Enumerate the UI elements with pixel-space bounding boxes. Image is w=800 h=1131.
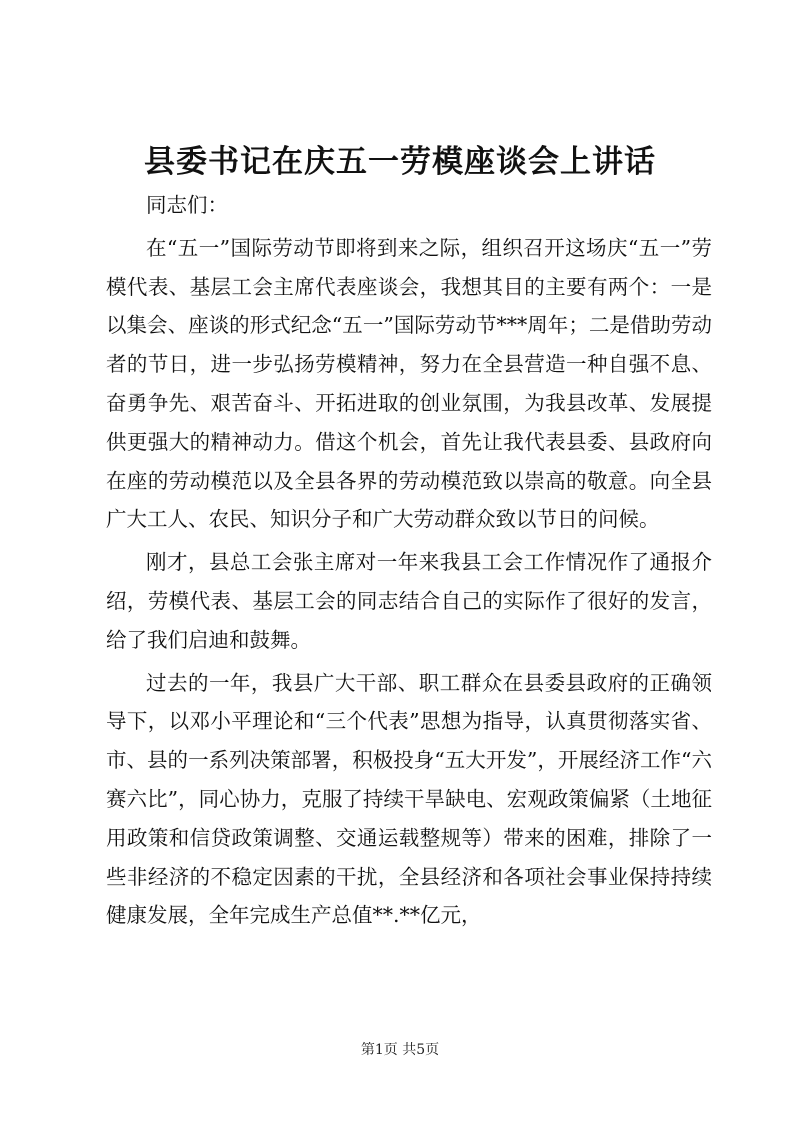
paragraph-1: 在“五一”国际劳动节即将到来之际，组织召开这场庆“五一”劳模代表、基层工会主席代表座谈会，我想其目的主要有两个：一是以集会、座谈的形式纪念“五一”国际劳动节***周年；二是借助劳动者的节日，进一步弘扬劳模精神，努力在全县营造一种自强不息、奋勇争先、艰苦奋斗、开拓进取的创业氛围，为我县改革、发展提供更强大的精神动力。借这个机会，首先让我代表县委、县政府向在座的劳动模范以及全县各界的劳动模范致以崇高的敬意。向全县广大工人、农民、知识分子和广大劳动群众致以节日的问候。: [106, 235, 712, 532]
paragraph-3: 过去的一年，我县广大干部、职工群众在县委县政府的正确领导下，以邓小平理论和“三个代表”思想为指导，认真贯彻落实省、市、县的一系列决策部署，积极投身“五大开发”，开展经济工作“六赛六比”，同心协力，克服了持续干旱缺电、宏观政策偏紧（土地征用政策和信贷政策调整、交通运载整规等）带来的困难，排除了一些非经济的不稳定因素的干扰，全县经济和各项社会事业保持持续健康发展，全年完成生产总值**.**亿元，: [106, 670, 712, 928]
paragraph-2: 刚才，县总工会张主席对一年来我县工会工作情况作了通报介绍，劳模代表、基层工会的同志结合自己的实际作了很好的发言，给了我们启迪和鼓舞。: [106, 550, 712, 652]
paragraph-salutation: 同志们：: [146, 193, 228, 217]
page-number-footer: 第1页 共5页: [360, 1042, 440, 1058]
document-title: 县委书记在庆五一劳模座谈会上讲话: [144, 144, 656, 180]
document-body: [106, 186, 712, 935]
